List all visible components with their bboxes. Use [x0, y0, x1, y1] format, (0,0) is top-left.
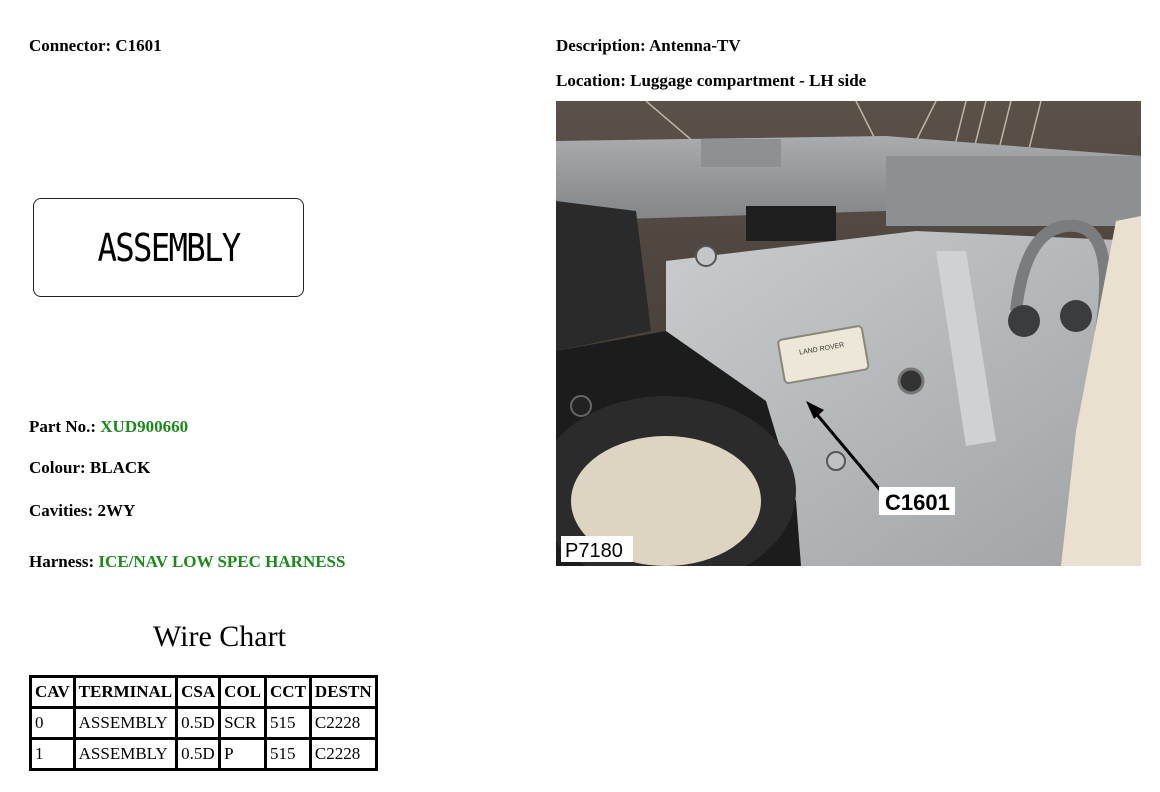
column-header: CCT: [266, 677, 311, 708]
colour-label: Colour:: [29, 458, 86, 477]
harness-label: Harness:: [29, 552, 95, 571]
location-line: [556, 71, 866, 91]
description-label: Description:: [556, 36, 646, 55]
cavities-line: [29, 501, 135, 521]
table-cell: 0.5D: [177, 708, 220, 739]
connector-value: C1601: [115, 36, 162, 55]
location-photo: [556, 101, 1141, 566]
table-cell: C2228: [310, 739, 376, 770]
table-cell: 515: [266, 739, 311, 770]
table-cell: 515: [266, 708, 311, 739]
callout-c1601: C1601: [885, 490, 950, 515]
part-no-line: [29, 417, 188, 437]
table-cell: 0.5D: [177, 739, 220, 770]
table-cell: ASSEMBLY: [74, 708, 177, 739]
column-header: DESTN: [310, 677, 376, 708]
column-header: CAV: [31, 677, 75, 708]
table-cell: P: [220, 739, 266, 770]
table-cell: SCR: [220, 708, 266, 739]
description-line: [556, 36, 741, 56]
table-cell: ASSEMBLY: [74, 739, 177, 770]
photo-ref: P7180: [565, 540, 623, 562]
table-cell: 1: [31, 739, 75, 770]
cavities-value: 2WY: [97, 501, 136, 520]
wire-chart-table: [29, 675, 378, 771]
column-header: TERMINAL: [74, 677, 177, 708]
module-label: LAND ROVER: [798, 341, 845, 357]
colour-line: [29, 458, 150, 478]
harness-link[interactable]: ICE/NAV LOW SPEC HARNESS: [98, 552, 346, 571]
table-row: [31, 708, 377, 739]
table-row: [31, 739, 377, 770]
connector-line: [29, 36, 162, 56]
wire-chart-title: Wire Chart: [153, 620, 286, 653]
part-no-link[interactable]: XUD900660: [100, 417, 189, 436]
table-header-row: [31, 677, 377, 708]
connector-label: Connector:: [29, 36, 112, 55]
cavities-label: Cavities:: [29, 501, 94, 520]
harness-line: [29, 552, 345, 572]
location-value: Luggage compartment - LH side: [630, 71, 867, 90]
assembly-label: ASSEMBLY: [97, 225, 240, 270]
column-header: COL: [220, 677, 266, 708]
table-cell: 0: [31, 708, 75, 739]
connector-face-box: [33, 198, 304, 297]
description-value: Antenna-TV: [649, 36, 741, 55]
colour-value: BLACK: [89, 458, 151, 477]
location-label: Location:: [556, 71, 626, 90]
table-cell: C2228: [310, 708, 376, 739]
column-header: CSA: [177, 677, 220, 708]
part-no-label: Part No.:: [29, 417, 97, 436]
